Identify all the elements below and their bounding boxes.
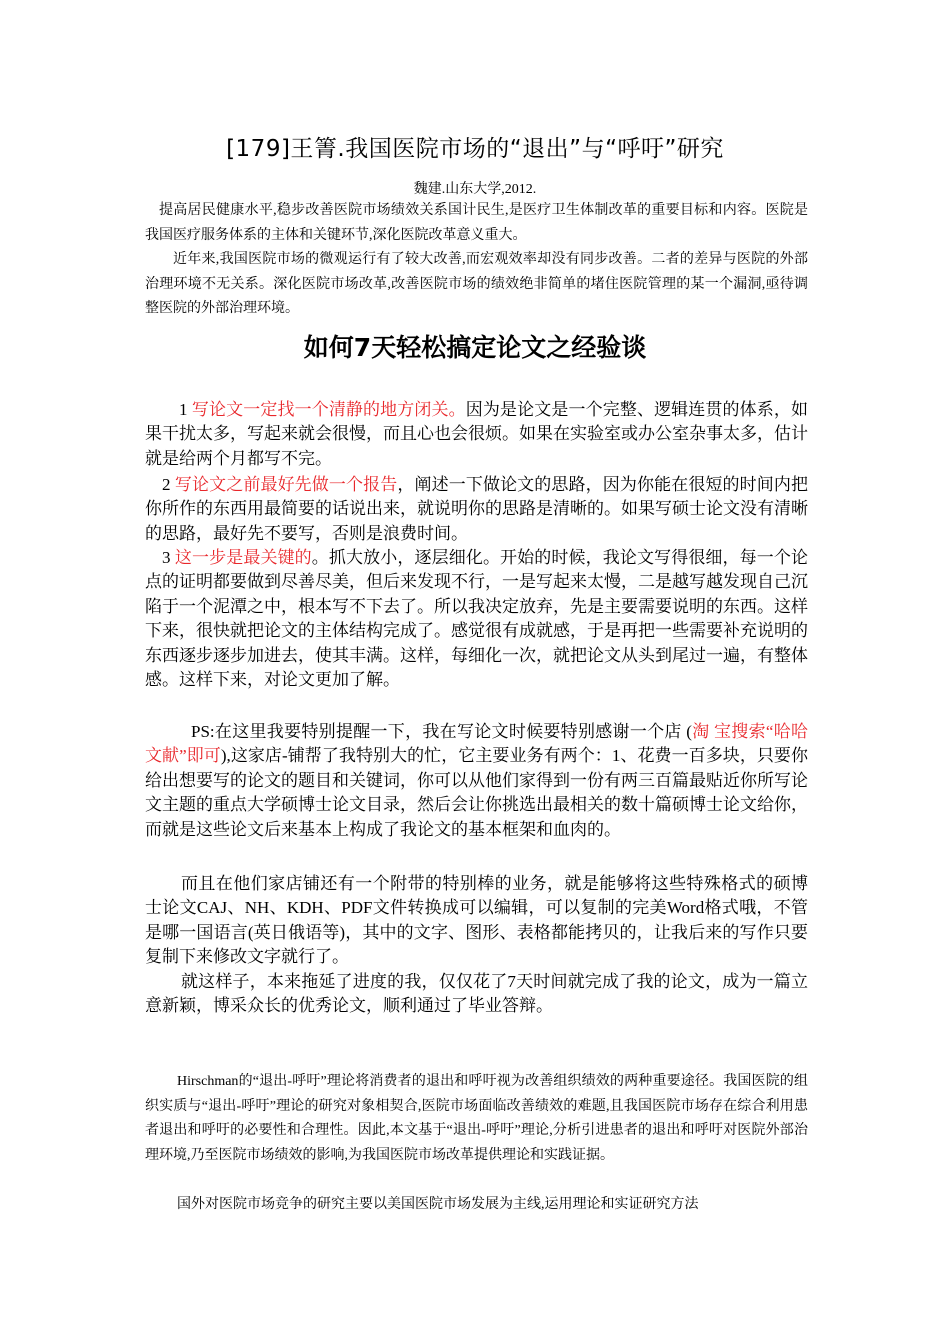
abstract-paragraph-1: 提高居民健康水平,稳步改善医院市场绩效关系国计民生,是医疗卫生体制改革的重要目标和内容。医院是我国医疗服务体系的主体和关键环节,深化医院改革意义重大。 [145,203,808,243]
tip-text: ，阐述一下做论文的思路，因为你能在很短的时间内把你所作的东西用最简要的话说出来，就说明你的思路是清晰的。如果写硕士论文没有清晰的思路，最好先不要写，否则是浪费时间。 [145,475,809,543]
abstract-paragraph-2: 近年来,我国医院市场的微观运行有了较大改善,而宏观效率却没有同步改善。二者的差异与医院的外部治理环境不无关系。深化医院市场改革,改善医院市场的绩效绝非简单的堵住医院管理的某一个漏洞,亟待调整医院的外部治理环境。 [145,252,808,316]
tip-highlight: 写论文一定找一个清静的地方闭关。 [191,400,466,419]
tip-number: 1 [179,400,192,419]
ps-highlight: 淘 宝搜索“哈哈文献”即可 [145,722,809,766]
tip-highlight: 写论文之前最好先做一个报告 [174,475,398,494]
reference-source: 魏建.山东大学,2012. [413,182,537,197]
body-paragraph-2: 国外对医院市场竞争的研究主要以美国医院市场发展为主线,运用理论和实证研究方法 [177,1197,699,1212]
conclusion-paragraph: 就这样子，本来拖延了进度的我，仅仅花了7天时间就完成了我的论文，成为一篇立意新颖，博采众长的优秀论文，顺利通过了毕业答辩。 [145,972,808,1016]
tip-number: 2 [162,475,175,494]
body-paragraph-1: Hirschman的“退出-呼吁”理论将消费者的退出和呼吁视为改善组织绩效的两种重要途径。我国医院的组织实质与“退出-呼吁”理论的研究对象相契合,医院市场面临改善绩效的难题,且我国医院市场存在综合利用患者退出和呼吁的必要性和合理性。因此,本文基于“退出-呼吁”理论,分析引进患者的退出和呼吁对医院外部治理环境,乃至医院市场绩效的影响,为我国医院市场改革提供理论和实践证据。 [145,1074,808,1163]
tip-paragraph-1 [145,398,808,471]
tip-number: 3 [162,548,175,567]
tip-text: 因为是论文是一个完整、逻辑连贯的体系，如果干扰太多，写起来就会很慢，而且心也会很烦。如果在实验室或办公室杂事太多，估计就是给两个月都写不完。 [145,400,809,468]
tip-paragraph-2 [145,473,808,546]
article-heading: 如何7天轻松搞定论文之经验谈 [303,333,647,362]
ps-text: ),这家店-铺帮了我特别大的忙，它主要业务有两个：1、花费一百多块，只要你给出想要写的论文的题目和关键词，你可以从他们家得到一份有两三百篇最贴近你所写论文主题的重点大学硕博士论文目录，然后会让你挑选出最相关的数十篇硕博士论文给你，而就是这些论文后来基本上构成了我论文的基本框架和血肉的。 [145,746,808,839]
reference-title: [179]王箐.我国医院市场的“退出”与“呼吁”研究 [226,136,724,162]
ps-paragraph [145,720,808,842]
tip-paragraph-3 [145,546,808,692]
tip-highlight: 这一步是最关键的 [174,548,312,567]
service-paragraph: 而且在他们家店铺还有一个附带的特别棒的业务，就是能够将这些特殊格式的硕博士论文CAJ、NH、KDH、PDF文件转换成可以编辑，可以复制的完美Word格式哦，不管是哪一国语言(英日俄语等)，其中的文字、图形、表格都能拷贝的，让我后来的写作只要复制下来修改文字就行了。 [145,874,808,967]
tip-text: 。抓大放小，逐层细化。开始的时候，我论文写得很细，每一个论点的证明都要做到尽善尽美，但后来发现不行，一是写起来太慢，二是越写越发现自己沉陷于一个泥潭之中，根本写不下去了。所以我决定放弃，先是主要需要说明的东西。这样下来，很快就把论文的主体结构完成了。感觉很有成就感，于是再把一些需要补充说明的东西逐步逐步加进去，使其丰满。这样，每细化一次，就把论文从头到尾过一遍，有整体感。这样下来，对论文更加了解。 [145,548,809,690]
ps-text: PS:在这里我要特别提醒一下，我在写论文时候要特别感谢一个店 ( [191,722,692,741]
